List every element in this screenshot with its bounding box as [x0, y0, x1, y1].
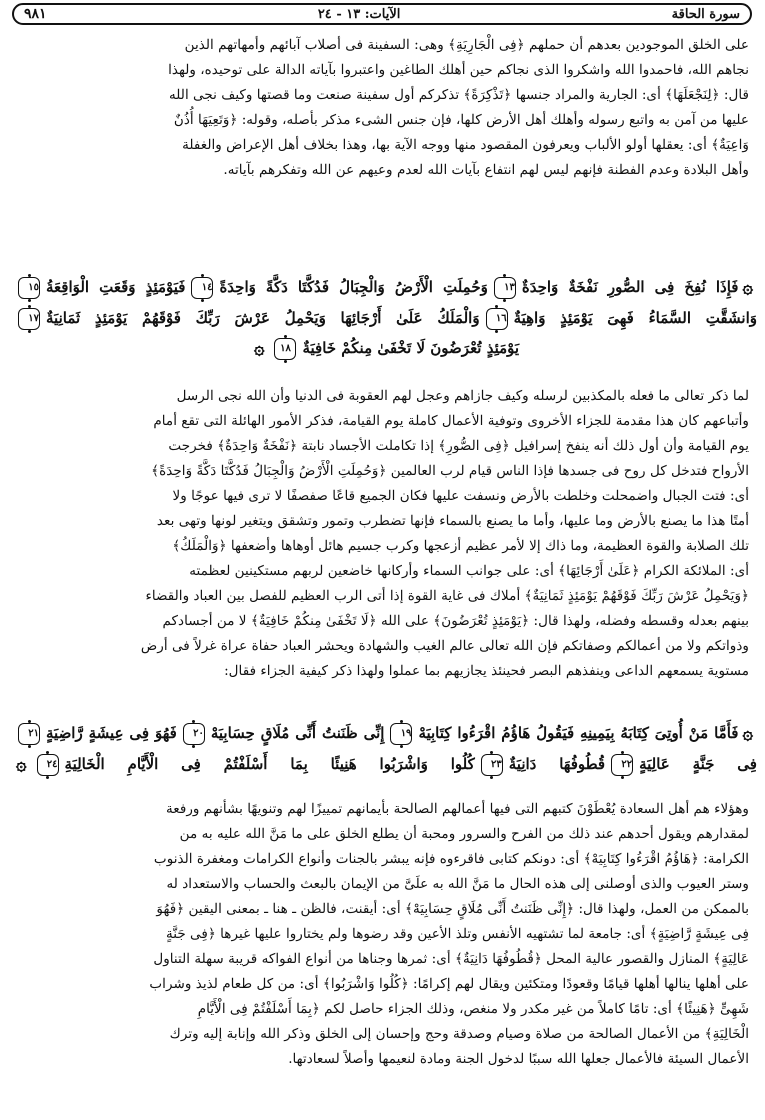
commentary-section-3: [22, 797, 749, 1072]
verse-line: [12, 272, 757, 303]
closing-ornament-icon: ۞: [16, 754, 27, 775]
verse-number-marker: ١٥: [18, 277, 40, 299]
text-line: لما ذكر تعالى ما فعله بالمكذبين لرسله وكيف جازاهم وعجل لهم العقوبة فى الدنيا وأن الله نجى الرسل: [176, 388, 749, 404]
text-line: وهؤلاء هم أهل السعادة يُعْطَوْنَ كتبهم التى فيها أعمالهم الصالحة بأيمانهم تمييزًا لهم وتنويهًا بشأنهم ورفعة: [165, 801, 749, 817]
verse-number-marker: ١٣: [494, 277, 516, 299]
running-header: [12, 3, 752, 25]
opening-ornament-icon: ۞: [742, 723, 753, 744]
text-line: عليها من آمن به واتبع رسوله وأهلك أهل الأرض كلها، فإن جنس الشىء مذكر بأصله، وقوله: ﴿وَتَعِيَهَا أُذُنٌ: [173, 112, 749, 128]
verse-number-marker: ١٧: [18, 308, 40, 330]
verse-line: [12, 333, 757, 364]
verse-number-marker: ١٨: [274, 338, 296, 360]
text-line: على أهلها ينالها أهلها قيامًا وقعودًا ومتكئين ويقال لهم إكرامًا: ﴿كُلُوا وَاشْرَبُوا﴾ أى: من كل طعام لذيذ وشراب: [149, 976, 749, 992]
verse-text: وَحُمِلَتِ الْأَرْضُ وَالْجِبَالُ فَدُكَّتَا دَكَّةً وَاحِدَةً: [219, 278, 488, 296]
text-line: وَاعِيَةٌ﴾ أى: يعقلها أولو الألباب ويعرفون المقصود منها ووجه الآية بها، وهذا بخلاف أهل الإعراض والغفلة: [182, 137, 749, 153]
text-line: مستوية يسمعهم الداعى وينفذهم البصر فحينئذ يجازيهم بما عملوا ولهذا ذكر كيفية الجزاء فقال:: [224, 663, 749, 679]
text-line: ﴿وَيَحْمِلُ عَرْشَ رَبِّكَ فَوْقَهُمْ يَوْمَئِذٍ ثَمَانِيَةٌ﴾ أملاك فى غاية القوة إذا أتى الرب العظيم للفصل بين العباد والقضاء: [145, 588, 749, 604]
text-line: تلك الصلابة والقوة العظيمة، وما ذاك إلا لأمر عظيم أزعجها وكرب جسيم هائل أوهاها وأضعفها ﴿وَالْمَلَكُ﴾: [172, 538, 749, 554]
verse-text: يَوْمَئِذٍ تُعْرَضُونَ لَا تَخْفَىٰ مِنكُمْ خَافِيَةٌ: [302, 339, 520, 357]
text-line: على الخلق الموجودين بعدهم أن حملهم ﴿فِى الْجَارِيَةِ﴾ وهى: السفينة فى أصلاب آبائهم وأمهاتهم الذين: [184, 37, 749, 53]
text-line: فِى عِيشَةٍ رَّاضِيَةٍ﴾ أى: جامعة لما تشتهيه الأنفس وتلذ الأعين وقد رضوها ولم يختاروا عليها غيرها ﴿فِى جَنَّةٍ: [165, 926, 749, 942]
text-line: وأهل البلادة وعدم الفطنة فإنهم ليس لهم انتفاع بآيات الله لعدم وعيهم عن الله وتفكرهم بآياته.: [223, 162, 749, 178]
verse-number-marker: ٢١: [18, 723, 40, 745]
commentary-section-2: [22, 384, 749, 684]
opening-ornament-icon: ۞: [742, 277, 753, 298]
verse-text: فَإِذَا نُفِخَ فِى الصُّورِ نَفْخَةٌ وَاحِدَةٌ: [521, 278, 739, 296]
verse-text: قُطُوفُهَا دَانِيَةٌ: [508, 755, 606, 773]
text-line: شَهِىٍّ ﴿هَنِيئًا﴾ أى: تامًا كاملاً من غير مكدر ولا منغص، وذلك الجزاء حاصل لكم ﴿بِمَا أَسْلَفْتُمْ فِى الْأَيَّامِ: [197, 1001, 749, 1017]
commentary-section-1: [22, 33, 749, 183]
verse-number-marker: ١٤: [191, 277, 213, 299]
verse-text: فِى جَنَّةٍ عَالِيَةٍ: [639, 755, 757, 773]
verse-text: فَأَمَّا مَنْ أُوتِىَ كِتَابَهُ بِيَمِينِهِ فَيَقُولُ هَاؤُمُ اقْرَءُوا كِتَابِيَهْ: [418, 724, 739, 742]
quran-verses-19-24: [12, 718, 757, 780]
verse-text: كُلُوا وَاشْرَبُوا هَنِيئًا بِمَا أَسْلَفْتُمْ فِى الْأَيَّامِ الْخَالِيَةِ: [64, 755, 475, 773]
verse-text: فَهُوَ فِى عِيشَةٍ رَّاضِيَةٍ: [46, 724, 177, 742]
page-number: ٩٨١: [24, 6, 47, 22]
text-line: بينهم بعدله وقسطه وفضله، ولهذا قال: ﴿يَوْمَئِذٍ تُعْرَضُونَ﴾ على الله ﴿لَا تَخْفَىٰ مِنكُمْ خَافِيَةٌ﴾ لا من أجسادكم: [162, 613, 749, 629]
closing-ornament-icon: ۞: [253, 338, 265, 359]
verse-number-marker: ٢٢: [611, 754, 633, 776]
text-line: وذواتكم ولا من أعمالكم وصفاتكم فإن الله تعالى عالم الغيب والشهادة ويحشر العباد حفاة عراة غرلاً فى أرض: [140, 638, 749, 654]
text-line: عَالِيَةٍ﴾ المنازل والقصور عالية المحل ﴿قُطُوفُهَا دَانِيَةٌ﴾ أى: ثمرها وجناها من أنواع الفواكه قريبة سهلة التناول: [153, 951, 749, 967]
text-line: أى: فتت الجبال واضمحلت وخلطت بالأرض ونسفت عليها فكان الجميع قاعًا صفصفًا لا ترى فيها عوجًا ولا: [172, 488, 749, 504]
verse-text: فَيَوْمَئِذٍ وَقَعَتِ الْوَاقِعَةُ: [46, 278, 186, 296]
verse-number-marker: ٢٠: [183, 723, 205, 745]
text-line: نجاهم الله، فاحمدوا الله واشكروا الذى نجاكم حين أهلك الطاغين واعتبروا بآياته الدالة على توحيده، ولهذا: [168, 62, 749, 78]
text-line: يوم القيامة وأن أول ذلك أنه ينفخ إسرافيل ﴿فِى الصُّورِ﴾ إذا تكاملت الأجساد نابتة ﴿نَفْخَةٌ وَاحِدَةٌ﴾ فخرجت: [168, 438, 749, 454]
text-line: الكرامة: ﴿هَاؤُمُ اقْرَءُوا كِتَابِيَهْ﴾ أى: دونكم كتابى فاقرءوه فإنه يبشر بالجنات وأنواع الكرامات ومغفرة الذنوب: [153, 851, 749, 867]
ayat-range: الآيات: ١٣ - ٢٤: [317, 6, 401, 22]
verse-number-marker: ١٩: [390, 723, 412, 745]
surah-name: سورة الحاقة: [671, 6, 740, 22]
verse-number-marker: ٢٤: [37, 754, 59, 776]
verse-line: [12, 749, 757, 780]
verse-number-marker: ١٦: [486, 308, 508, 330]
verse-line: [12, 303, 757, 333]
verse-text: إِنِّى ظَنَنتُ أَنِّى مُلَاقٍ حِسَابِيَهْ: [210, 724, 385, 742]
text-line: الأرواح فتدخل كل روح فى جسدها فإذا الناس قيام لرب العالمين ﴿وَحُمِلَتِ الْأَرْضُ وَالْجِبَالُ فَدُكَّتَا دَكَّةً وَاحِدَةً﴾: [151, 463, 749, 479]
text-line: وأتباعهم كان هذا مقدمة للجزاء الأخروى وتوفية الأعمال كاملة يوم القيامة، فذكر الأمور الهائلة التى تقع أمام: [153, 413, 749, 429]
text-line: قال: ﴿لِنَجْعَلَهَا﴾ أى: الجارية والمراد جنسها ﴿تَذْكِرَةً﴾ تذكركم أول سفينة صنعت وما قصتها وكيف نجى الله: [169, 87, 749, 103]
text-line: بالممكن من العمل، ولهذا قال: ﴿إِنِّى ظَنَنتُ أَنِّى مُلَاقٍ حِسَابِيَهْ﴾ أى: أيقنت، فالظن ـ هنا ـ بمعنى اليقين ﴿فَهُوَ: [156, 901, 749, 917]
text-line: الأعمال السيئة فالأعمال جعلها الله سببًا لدخول الجنة ومادة لنعيمها وأصلاً لسعادتها.: [288, 1051, 749, 1067]
text-line: الْخَالِيَةِ﴾ من الأعمال الصالحة من صلاة وصيام وصدقة وحج وإحسان إلى الخلق وذكر الله وإنابة إليه وترك: [169, 1026, 749, 1042]
verse-number-marker: ٢٣: [481, 754, 503, 776]
text-line: أى: الملائكة الكرام ﴿عَلَىٰ أَرْجَائِهَا﴾ أى: على جوانب السماء وأركانها خاضعين لربهم مستكينين لعظمته: [189, 563, 749, 579]
verse-text: وَانشَقَّتِ السَّمَاءُ فَهِىَ يَوْمَئِذٍ وَاهِيَةٌ: [513, 309, 757, 327]
verse-line: [12, 718, 757, 749]
verse-text: وَالْمَلَكُ عَلَىٰ أَرْجَائِهَا وَيَحْمِلُ عَرْشَ رَبِّكَ فَوْقَهُمْ يَوْمَئِذٍ ثَمَانِيَةٌ: [46, 309, 480, 327]
text-line: أمتًا هذا ما يصنع بالأرض وما عليها، وأما ما يصنع بالسماء فإنها تضطرب وتمور وتشقق ويتغير لونها وتهى بعد: [156, 513, 749, 529]
quran-verses-13-18: [12, 272, 757, 364]
text-line: لمقدارهم ويقول أحدهم عند ذلك من الفرح والسرور ومحبة أن يطلع الخلق على ما مَنَّ الله عليه به من: [179, 826, 749, 842]
text-line: وستر العيوب والذى أوصلنى إلى هذه الحال ما مَنَّ الله به علَىَّ من الإيمان بالبعث والحساب والاستعداد له: [166, 876, 749, 892]
